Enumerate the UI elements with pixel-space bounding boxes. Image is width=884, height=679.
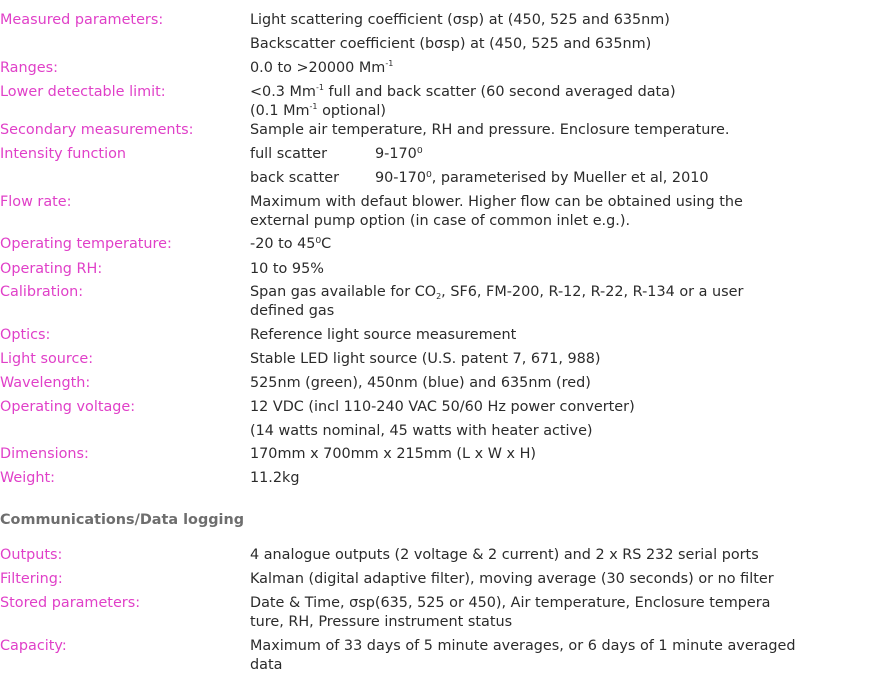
spec-value bbox=[250, 283, 880, 321]
spec-value-line: Maximum with defaut blower. Higher flow can be obtained using the bbox=[250, 194, 743, 210]
spec-value-line: data bbox=[250, 657, 283, 673]
spec-text: , SF6, FM-200, R-12, R-22, R-134 or a user bbox=[441, 284, 744, 300]
spec-label: Optics: bbox=[0, 327, 51, 343]
spec-label: Outputs: bbox=[0, 547, 63, 563]
spec-value bbox=[250, 637, 880, 675]
spec-value-line: 525nm (green), 450nm (blue) and 635nm (red) bbox=[250, 375, 591, 391]
spec-value bbox=[250, 260, 880, 279]
spec-value bbox=[250, 121, 880, 140]
spec-text: full and back scatter (60 second averaged data) bbox=[323, 84, 676, 100]
spec-value-line: Kalman (digital adaptive filter), moving average (30 seconds) or no filter bbox=[250, 571, 774, 587]
spec-value bbox=[250, 445, 880, 464]
spec-value bbox=[250, 570, 880, 589]
spec-value-line: Sample air temperature, RH and pressure. Enclosure temperature. bbox=[250, 122, 730, 138]
intensity-range: 9-170⁰ bbox=[375, 146, 423, 162]
spec-value-line: Stable LED light source (U.S. patent 7, 671, 988) bbox=[250, 351, 601, 367]
spec-value-line: 11.2kg bbox=[250, 470, 300, 486]
spec-label: Filtering: bbox=[0, 571, 63, 587]
spec-value bbox=[250, 59, 880, 78]
spec-value-line: Light scattering coefficient (σsp) at (450, 525 and 635nm) bbox=[250, 12, 670, 28]
spec-text: 0.0 to >20000 Mm bbox=[250, 60, 386, 76]
spec-value-line: ture, RH, Pressure instrument status bbox=[250, 614, 513, 630]
spec-value-line bbox=[250, 102, 880, 121]
spec-label: Flow rate: bbox=[0, 194, 72, 210]
intensity-type: back scatter bbox=[250, 170, 340, 186]
spec-value-line bbox=[250, 59, 880, 78]
subscript: 2 bbox=[436, 292, 442, 301]
spec-text: (0.1 Mm bbox=[250, 103, 310, 119]
spec-value-line bbox=[250, 145, 880, 164]
spec-value bbox=[250, 546, 880, 565]
superscript: -1 bbox=[385, 59, 394, 68]
spec-text: optional) bbox=[317, 103, 387, 119]
spec-value-line: Backscatter coefficient (bσsp) at (450, 525 and 635nm) bbox=[250, 36, 652, 52]
spec-value-line: -20 to 45⁰C bbox=[250, 236, 332, 252]
superscript: -1 bbox=[315, 83, 324, 92]
spec-value-line: external pump option (in case of common inlet e.g.). bbox=[250, 213, 631, 229]
superscript: -1 bbox=[309, 102, 318, 111]
spec-value bbox=[250, 594, 880, 632]
spec-value bbox=[250, 235, 880, 254]
spec-value bbox=[250, 145, 880, 188]
spec-label: Operating voltage: bbox=[0, 399, 136, 415]
spec-label: Secondary measurements: bbox=[0, 122, 194, 138]
spec-value bbox=[250, 398, 880, 441]
spec-value-line: Date & Time, σsp(635, 525 or 450), Air temperature, Enclosure tempera bbox=[250, 595, 771, 611]
spec-label: Lower detectable limit: bbox=[0, 84, 166, 100]
spec-value-line: (14 watts nominal, 45 watts with heater active) bbox=[250, 423, 593, 439]
intensity-type: full scatter bbox=[250, 146, 328, 162]
spec-value-line bbox=[250, 169, 880, 188]
spec-value bbox=[250, 11, 880, 54]
spec-text: Span gas available for CO bbox=[250, 284, 437, 300]
spec-label: Light source: bbox=[0, 351, 94, 367]
spec-text: <0.3 Mm bbox=[250, 84, 316, 100]
spec-label: Intensity function bbox=[0, 146, 126, 162]
spec-label: Dimensions: bbox=[0, 446, 89, 462]
spec-value-line: 10 to 95% bbox=[250, 261, 324, 277]
spec-label: Wavelength: bbox=[0, 375, 91, 391]
spec-value-line: 12 VDC (incl 110-240 VAC 50/60 Hz power converter) bbox=[250, 399, 635, 415]
spec-value-line bbox=[250, 83, 880, 102]
intensity-range: 90-170⁰, parameterised by Mueller et al, 2010 bbox=[375, 170, 709, 186]
section-title-communications: Communications/Data logging bbox=[0, 512, 245, 528]
spec-value bbox=[250, 193, 880, 231]
spec-label: Calibration: bbox=[0, 284, 84, 300]
spec-value bbox=[250, 350, 880, 369]
spec-label: Measured parameters: bbox=[0, 12, 164, 28]
spec-label: Operating RH: bbox=[0, 261, 103, 277]
spec-value bbox=[250, 469, 880, 488]
spec-label: Ranges: bbox=[0, 60, 58, 76]
spec-value-line: 4 analogue outputs (2 voltage & 2 current) and 2 x RS 232 serial ports bbox=[250, 547, 759, 563]
spec-label: Weight: bbox=[0, 470, 55, 486]
spec-value-line: Reference light source measurement bbox=[250, 327, 517, 343]
spec-label: Operating temperature: bbox=[0, 236, 172, 252]
spec-value-line bbox=[250, 283, 880, 302]
spec-value-line: Maximum of 33 days of 5 minute averages, or 6 days of 1 minute averaged bbox=[250, 638, 796, 654]
spec-value bbox=[250, 83, 880, 121]
spec-value-line: defined gas bbox=[250, 303, 335, 319]
spec-label: Stored parameters: bbox=[0, 595, 141, 611]
spec-value-line: 170mm x 700mm x 215mm (L x W x H) bbox=[250, 446, 537, 462]
spec-value bbox=[250, 326, 880, 345]
spec-value bbox=[250, 374, 880, 393]
spec-label: Capacity: bbox=[0, 638, 67, 654]
